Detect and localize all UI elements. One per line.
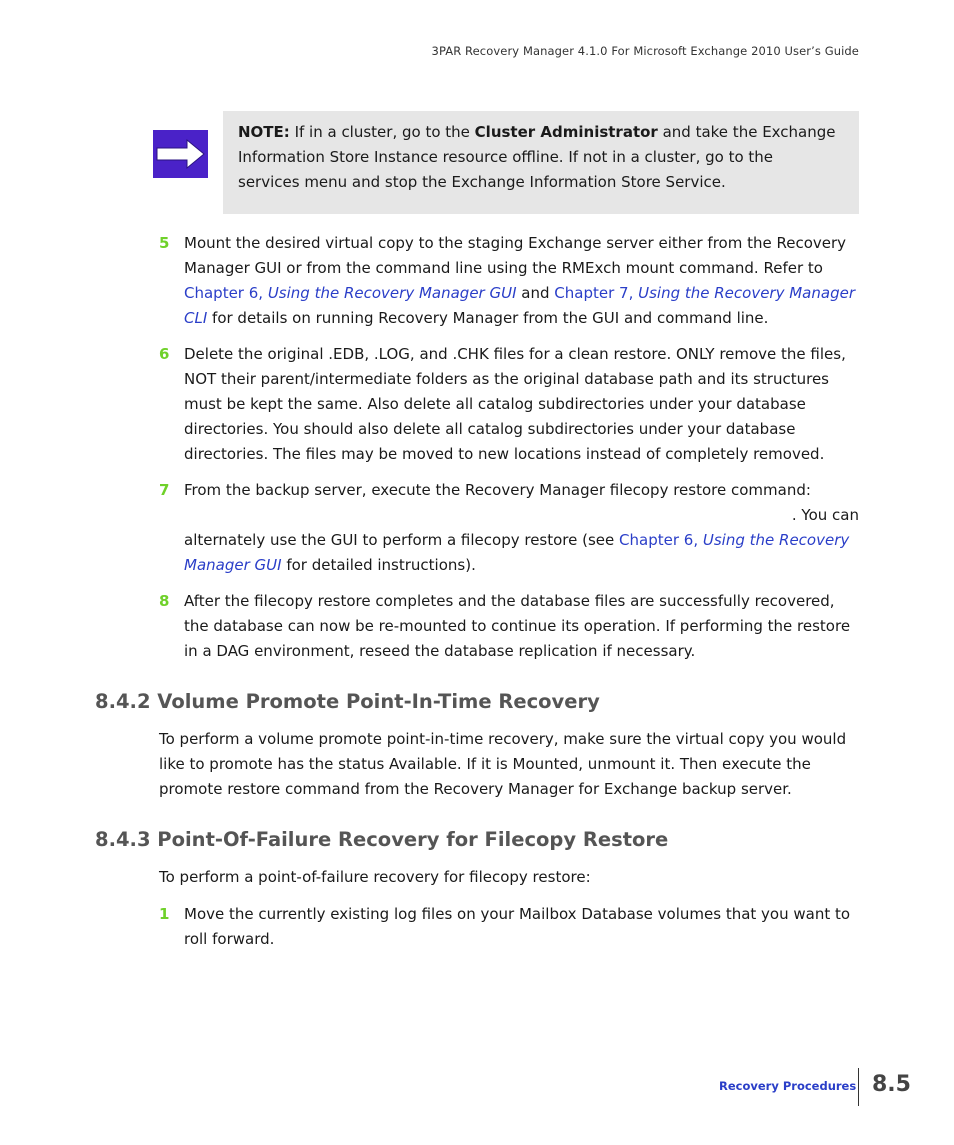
- step-number: 5: [159, 234, 170, 252]
- section-heading-842: 8.4.2 Volume Promote Point-In-Time Recovery: [95, 690, 600, 713]
- chapter-6-link[interactable]: Chapter 6, Using the Recovery Manager GUI: [184, 531, 850, 574]
- step-text: From the backup server, execute the Recovery Manager filecopy restore command:: [184, 481, 811, 499]
- footer-divider: [858, 1068, 859, 1106]
- step-number: 7: [159, 481, 170, 499]
- note-text-part1: If in a cluster, go to the: [289, 123, 475, 141]
- page-number: 8.5: [872, 1072, 911, 1097]
- step-number: 6: [159, 345, 170, 363]
- note-label: NOTE:: [238, 123, 290, 141]
- section-heading-843: 8.4.3 Point-Of-Failure Recovery for Filecopy Restore: [95, 828, 669, 851]
- step-text: for detailed instructions).: [281, 556, 476, 574]
- section-843-intro: To perform a point-of-failure recovery for filecopy restore:: [159, 868, 591, 886]
- step-body: Move the currently existing log files on your Mailbox Database volumes that you want to roll forward.: [184, 905, 851, 948]
- step-text: Mount the desired virtual copy to the staging Exchange server either from the Recovery Manager GUI or from the command line using the RMExch mount command. Refer to: [184, 234, 847, 277]
- note-bold-term: Cluster Administrator: [474, 123, 658, 141]
- footer-section-label: Recovery Procedures: [719, 1079, 857, 1093]
- step-body: [184, 231, 859, 331]
- chapter-7-link[interactable]: Chapter 7, Using the Recovery Manager CLI: [184, 284, 855, 327]
- chapter-6-link[interactable]: Chapter 6, Using the Recovery Manager GUI: [184, 284, 517, 302]
- running-header: 3PAR Recovery Manager 4.1.0 For Microsoft Exchange 2010 User’s Guide: [431, 44, 859, 58]
- step-number: 1: [159, 905, 170, 923]
- step-body: Delete the original .EDB, .LOG, and .CHK files for a clean restore. ONLY remove the files, NOT their parent/intermediate folders as the original database path and its structures must be kept the same. Also delete all catalog subdirectories under your database directories. You should also delete all catalog subdirectories under your database directories. The files may be moved to new locations instead of completely removed.: [184, 345, 846, 463]
- step-body: [184, 478, 859, 578]
- step-text: alternately use the GUI to perform a filecopy restore (see: [184, 531, 620, 549]
- step-text: . You can: [791, 506, 859, 524]
- note-text: [238, 120, 838, 195]
- step-text: and: [516, 284, 555, 302]
- section-842-body: To perform a volume promote point-in-time recovery, make sure the virtual copy you would like to promote has the status Available. If it is Mounted, unmount it. Then execute the promote restore command from the Recovery Manager for Exchange backup server.: [159, 730, 847, 798]
- step-body: After the filecopy restore completes and the database files are successfully recovered, the database can now be re-mounted to continue its operation. If performing the restore in a DAG environment, reseed the database replication if necessary.: [184, 592, 851, 660]
- right-arrow-icon: [153, 130, 208, 178]
- step-text: for details on running Recovery Manager from the GUI and command line.: [207, 309, 769, 327]
- step-number: 8: [159, 592, 170, 610]
- note-text-part2: and take the Exchange Information Store Instance resource offline. If not in a cluster, go to the services menu and stop the Exchange Information Store Service.: [238, 123, 836, 191]
